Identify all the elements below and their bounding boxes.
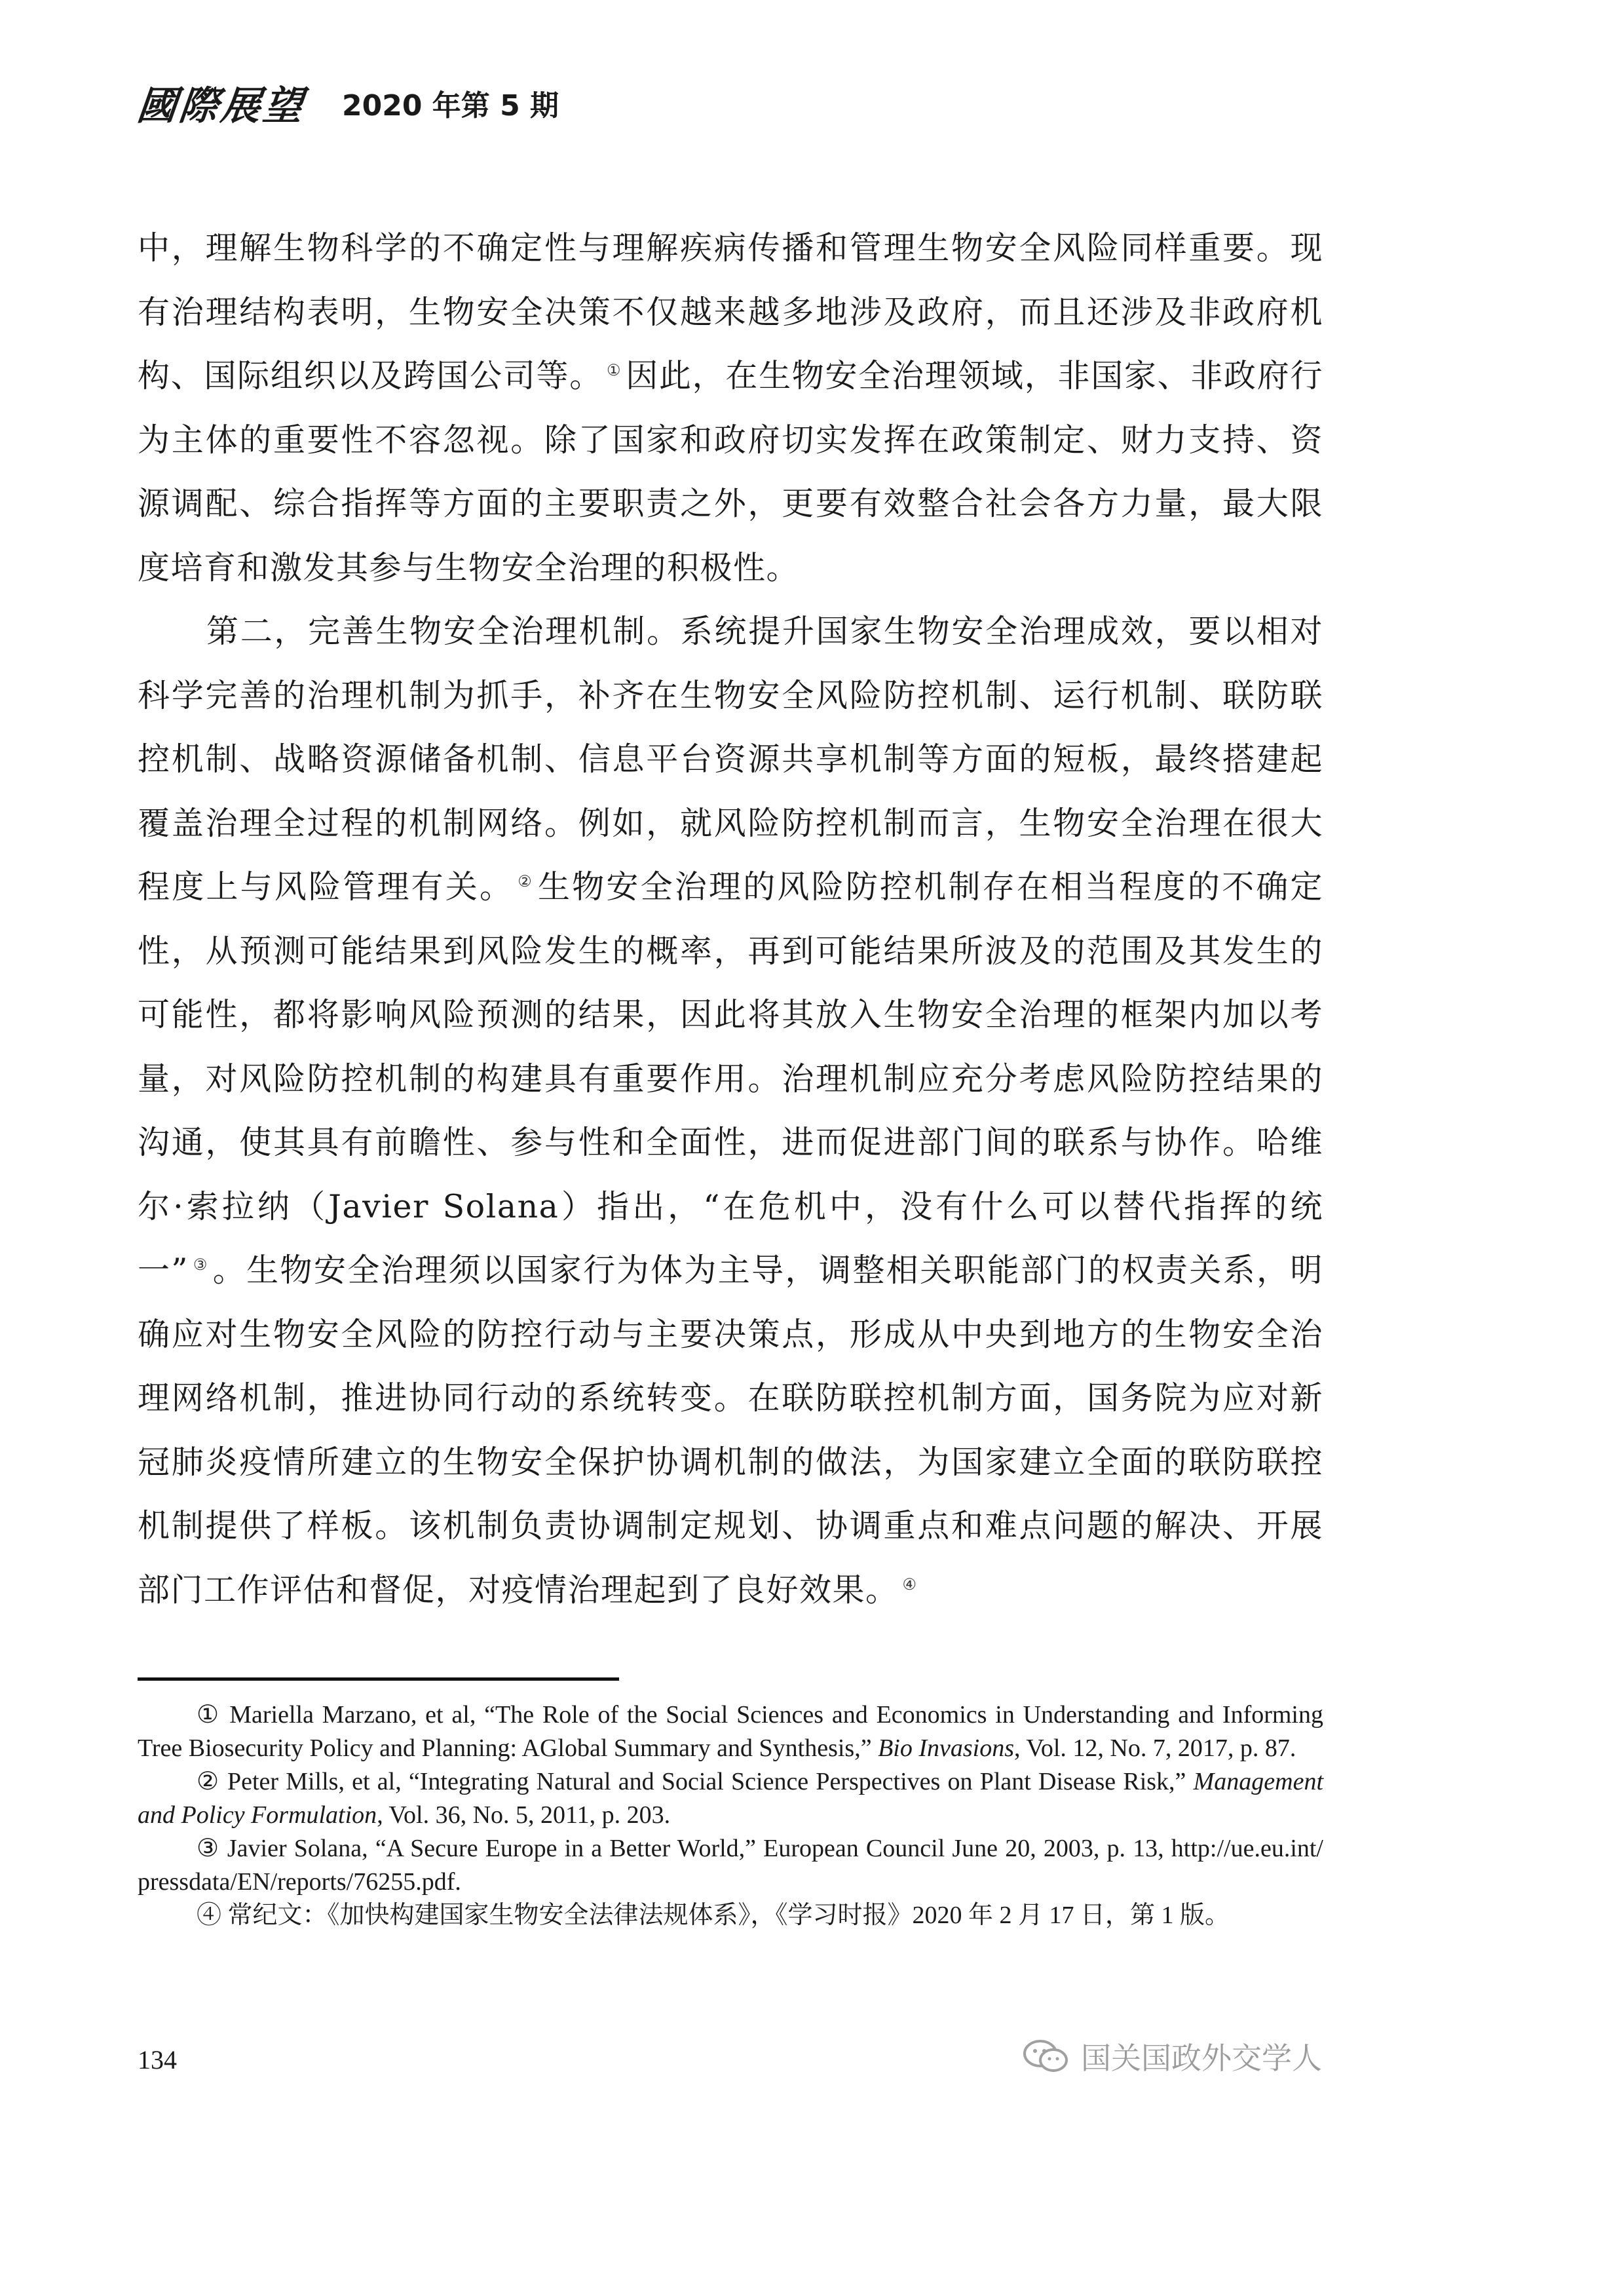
footnote-2 (138, 1765, 1323, 1832)
footnote-ref-2[interactable]: ② (518, 872, 534, 890)
footnote-ref-3[interactable]: ③ (192, 1255, 209, 1274)
wechat-icon (1022, 2037, 1069, 2076)
footnote-divider (138, 1677, 619, 1681)
paragraph-1-text-b: 因此，在生物安全治理领域，非国家、非政府行为主体的重要性不容忽视。除了国家和政府切实发挥在政策制定、财力支持、资源调配、综合指挥等方面的主要职责之外，更要有效整合社会各方力量，最大限度培育和激发其参与生物安全治理的积极性。 (138, 357, 1323, 586)
article-body (138, 216, 1323, 1622)
watermark (1022, 2035, 1322, 2078)
footnote-3: ③ Javier Solana, “A Secure Europe in a Better World,” European Council June 20, 2003, p. 13, http://ue.eu.int/ pressdata/EN/reports/76255.pdf. (138, 1835, 1323, 1896)
footnotes (138, 1698, 1323, 1932)
footnote-1-citation: , Vol. 12, No. 7, 2017, p. 87. (1014, 1734, 1296, 1762)
footnote-1-journal: Bio Invasions (878, 1734, 1015, 1762)
footnote-2-text: ② Peter Mills, et al, “Integrating Natural and Social Science Perspectives on Plant Disease Risk,” (197, 1768, 1186, 1795)
paragraph-2-text-a: 第二，完善生物安全治理机制。系统提升国家生物安全治理成效，要以相对科学完善的治理机制为抓手，补齐在生物安全风险防控机制、运行机制、联防联控机制、战略资源储备机制、信息平台资源共享机制等方面的短板，最终搭建起覆盖治理全过程的机制网络。例如，就风险防控机制而言，生物安全治理在很大程度上与风险管理有关。 (138, 613, 1323, 906)
journal-logo: 國際展望 (134, 83, 308, 129)
page-number: 134 (138, 2045, 177, 2075)
paragraph-2-text-b: 生物安全治理的风险防控机制存在相当程度的不确定性，从预测可能结果到风险发生的概率，再到可能结果所波及的范围及其发生的可能性，都将影响风险预测的结果，因此将其放入生物安全治理的框架内加以考量，对风险防控机制的构建具有重要作用。治理机制应充分考虑风险防控结果的沟通，使其具有前瞻性、参与性和全面性，进而促进部门间的联系与协作。哈维尔·索拉纳（Javier Solana）指出，“在危机中，没有什么可以替代指挥的统一” (138, 868, 1323, 1289)
paragraph-1-text-a: 中，理解生物科学的不确定性与理解疾病传播和管理生物安全风险同样重要。现有治理结构表明，生物安全决策不仅越来越多地涉及政府，而且还涉及非政府机构、国际组织以及跨国公司等。 (138, 229, 1323, 394)
footnote-ref-4[interactable]: ④ (902, 1575, 918, 1594)
footnote-1 (138, 1698, 1323, 1765)
issue-label: 2020 年第 5 期 (342, 89, 559, 123)
watermark-text: 国关国政外交学人 (1081, 2040, 1322, 2076)
footnote-2-journal: Management and Policy Formulation (138, 1768, 1324, 1829)
paragraph-1 (138, 216, 1323, 600)
paragraph-2-text-c: 。生物安全治理须以国家行为体为主导，调整相关职能部门的权责关系，明确应对生物安全风险的防控行动与主要决策点，形成从中央到地方的生物安全治理网络机制，推进协同行动的系统转变。在联防联控机制方面，国务院为应对新冠肺炎疫情所建立的生物安全保护协调机制的做法，为国家建立全面的联防联控机制提供了样板。该机制负责协调制定规划、协调重点和难点问题的解决、开展部门工作评估和督促，对疫情治理起到了良好效果。 (138, 1252, 1323, 1609)
footnote-1-text: ① Mariella Marzano, et al, “The Role of the Social Sciences and Economics in Understanding and Informing Tree Biosecurity Policy and Planning: AGlobal Summary and Synthesis,” (138, 1701, 1323, 1762)
footnote-4: ④ 常纪文：《加快构建国家生物安全法律法规体系》，《学习时报》2020 年 2 月 17 日，第 1 版。 (197, 1902, 1230, 1929)
running-header (134, 73, 559, 132)
footnote-ref-1[interactable]: ① (606, 361, 622, 379)
paragraph-2 (138, 600, 1323, 1622)
footnote-2-citation: , Vol. 36, No. 5, 2011, p. 203. (377, 1801, 671, 1829)
